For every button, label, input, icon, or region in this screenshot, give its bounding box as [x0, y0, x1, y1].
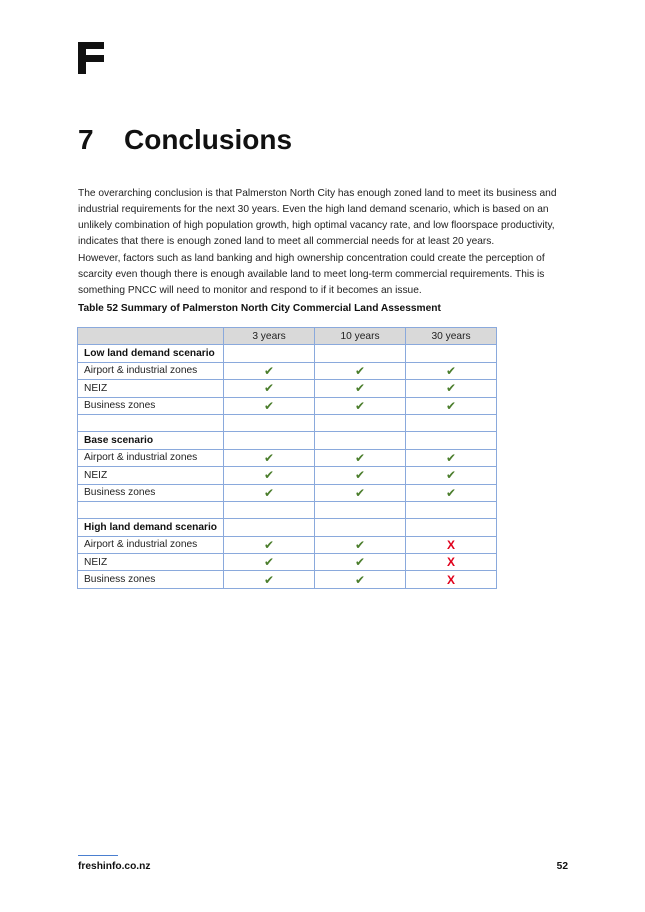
scenario-label: High land demand scenario: [78, 519, 224, 536]
check-icon: ✔: [446, 398, 457, 413]
check-icon: ✔: [355, 381, 366, 396]
status-cell: [315, 571, 406, 588]
zone-label: Business zones: [78, 571, 224, 588]
table-body: [78, 345, 497, 588]
table-row: [78, 501, 497, 518]
check-icon: ✔: [446, 381, 457, 396]
summary-table: [77, 327, 497, 589]
status-cell: [315, 380, 406, 397]
status-cell: [406, 432, 497, 449]
status-cell: [224, 519, 315, 536]
status-cell: [406, 571, 497, 588]
status-cell: [224, 501, 315, 518]
status-cell: [315, 397, 406, 414]
status-cell: [315, 449, 406, 466]
status-cell: [406, 484, 497, 501]
table-header-row: [78, 328, 497, 345]
status-cell: [406, 397, 497, 414]
status-cell: [315, 362, 406, 379]
status-cell: [315, 432, 406, 449]
footer-site: freshinfo.co.nz: [78, 861, 151, 872]
status-cell: [406, 536, 497, 553]
status-cell: [406, 554, 497, 571]
check-icon: ✔: [446, 485, 457, 500]
check-icon: ✔: [355, 537, 366, 552]
table-row: [78, 449, 497, 466]
cross-icon: X: [447, 537, 456, 552]
status-cell: [315, 467, 406, 484]
column-header: 3 years: [224, 328, 315, 345]
check-icon: ✔: [264, 450, 275, 465]
check-icon: ✔: [446, 450, 457, 465]
section-title: Conclusions: [124, 124, 293, 155]
column-header: 30 years: [406, 328, 497, 345]
status-cell: [224, 449, 315, 466]
table-row: [78, 414, 497, 431]
check-icon: ✔: [264, 398, 275, 413]
zone-label: NEIZ: [78, 380, 224, 397]
cross-icon: X: [447, 572, 456, 587]
paragraph-conclusion: The overarching conclusion is that Palmerston North City has enough zoned land to meet its business and industrial requirements for the next 30 years. Even the high land demand scenario, which is based on an unlikely combination of high population growth, high optimal vacancy rate, and low floorspace productivity, indicates that there is enough zoned land to meet all commercial needs for at least 20 years.: [78, 188, 557, 247]
status-cell: [224, 414, 315, 431]
status-cell: [406, 362, 497, 379]
check-icon: ✔: [264, 572, 275, 587]
check-icon: ✔: [264, 537, 275, 552]
paragraph-factors: However, factors such as land banking and high ownership concentration could create the perception of scarcity even though there is enough available land to meet long-term commercial requirements. This is something PNCC will need to monitor and respond to if it becomes an issue.: [78, 253, 545, 296]
table-caption: Table 52 Summary of Palmerston North City Commercial Land Assessment: [78, 303, 441, 314]
status-cell: [315, 501, 406, 518]
status-cell: [315, 519, 406, 536]
check-icon: ✔: [264, 363, 275, 378]
status-cell: [224, 484, 315, 501]
section-number: 7: [78, 124, 94, 155]
status-cell: [406, 380, 497, 397]
status-cell: [224, 554, 315, 571]
status-cell: [315, 554, 406, 571]
status-cell: [315, 484, 406, 501]
table-row: [78, 345, 497, 362]
table-row: [78, 484, 497, 501]
status-cell: [406, 467, 497, 484]
table-row: [78, 380, 497, 397]
status-cell: [406, 501, 497, 518]
status-cell: [406, 519, 497, 536]
status-cell: [224, 397, 315, 414]
zone-label: Airport & industrial zones: [78, 449, 224, 466]
status-cell: [315, 345, 406, 362]
check-icon: ✔: [264, 468, 275, 483]
status-cell: [224, 362, 315, 379]
check-icon: ✔: [355, 485, 366, 500]
check-icon: ✔: [446, 468, 457, 483]
table-row: [78, 519, 497, 536]
footer-divider: [78, 855, 118, 856]
status-cell: [406, 449, 497, 466]
zone-label: Airport & industrial zones: [78, 536, 224, 553]
cross-icon: X: [447, 555, 456, 570]
table-row: [78, 397, 497, 414]
zone-label: NEIZ: [78, 467, 224, 484]
page-number: 52: [556, 861, 568, 872]
zone-label: Business zones: [78, 397, 224, 414]
table-header-blank: [78, 328, 224, 345]
company-logo-icon: [78, 42, 104, 74]
table-row: [78, 571, 497, 588]
scenario-label: Base scenario: [78, 432, 224, 449]
scenario-label: Low land demand scenario: [78, 345, 224, 362]
table-row: [78, 554, 497, 571]
check-icon: ✔: [355, 572, 366, 587]
status-cell: [224, 467, 315, 484]
zone-label: Airport & industrial zones: [78, 362, 224, 379]
check-icon: ✔: [264, 555, 275, 570]
table-row: [78, 467, 497, 484]
status-cell: [224, 432, 315, 449]
check-icon: ✔: [355, 450, 366, 465]
status-cell: [224, 380, 315, 397]
zone-label: Business zones: [78, 484, 224, 501]
check-icon: ✔: [355, 468, 366, 483]
table-row: [78, 536, 497, 553]
check-icon: ✔: [355, 363, 366, 378]
check-icon: ✔: [355, 555, 366, 570]
zone-label: [78, 501, 224, 518]
status-cell: [406, 414, 497, 431]
status-cell: [315, 414, 406, 431]
zone-label: NEIZ: [78, 554, 224, 571]
status-cell: [315, 536, 406, 553]
status-cell: [224, 345, 315, 362]
table-row: [78, 432, 497, 449]
check-icon: ✔: [446, 363, 457, 378]
status-cell: [406, 345, 497, 362]
check-icon: ✔: [264, 485, 275, 500]
status-cell: [224, 571, 315, 588]
check-icon: ✔: [355, 398, 366, 413]
check-icon: ✔: [264, 381, 275, 396]
zone-label: [78, 414, 224, 431]
section-heading: [78, 124, 292, 156]
status-cell: [224, 536, 315, 553]
column-header: 10 years: [315, 328, 406, 345]
table-row: [78, 362, 497, 379]
